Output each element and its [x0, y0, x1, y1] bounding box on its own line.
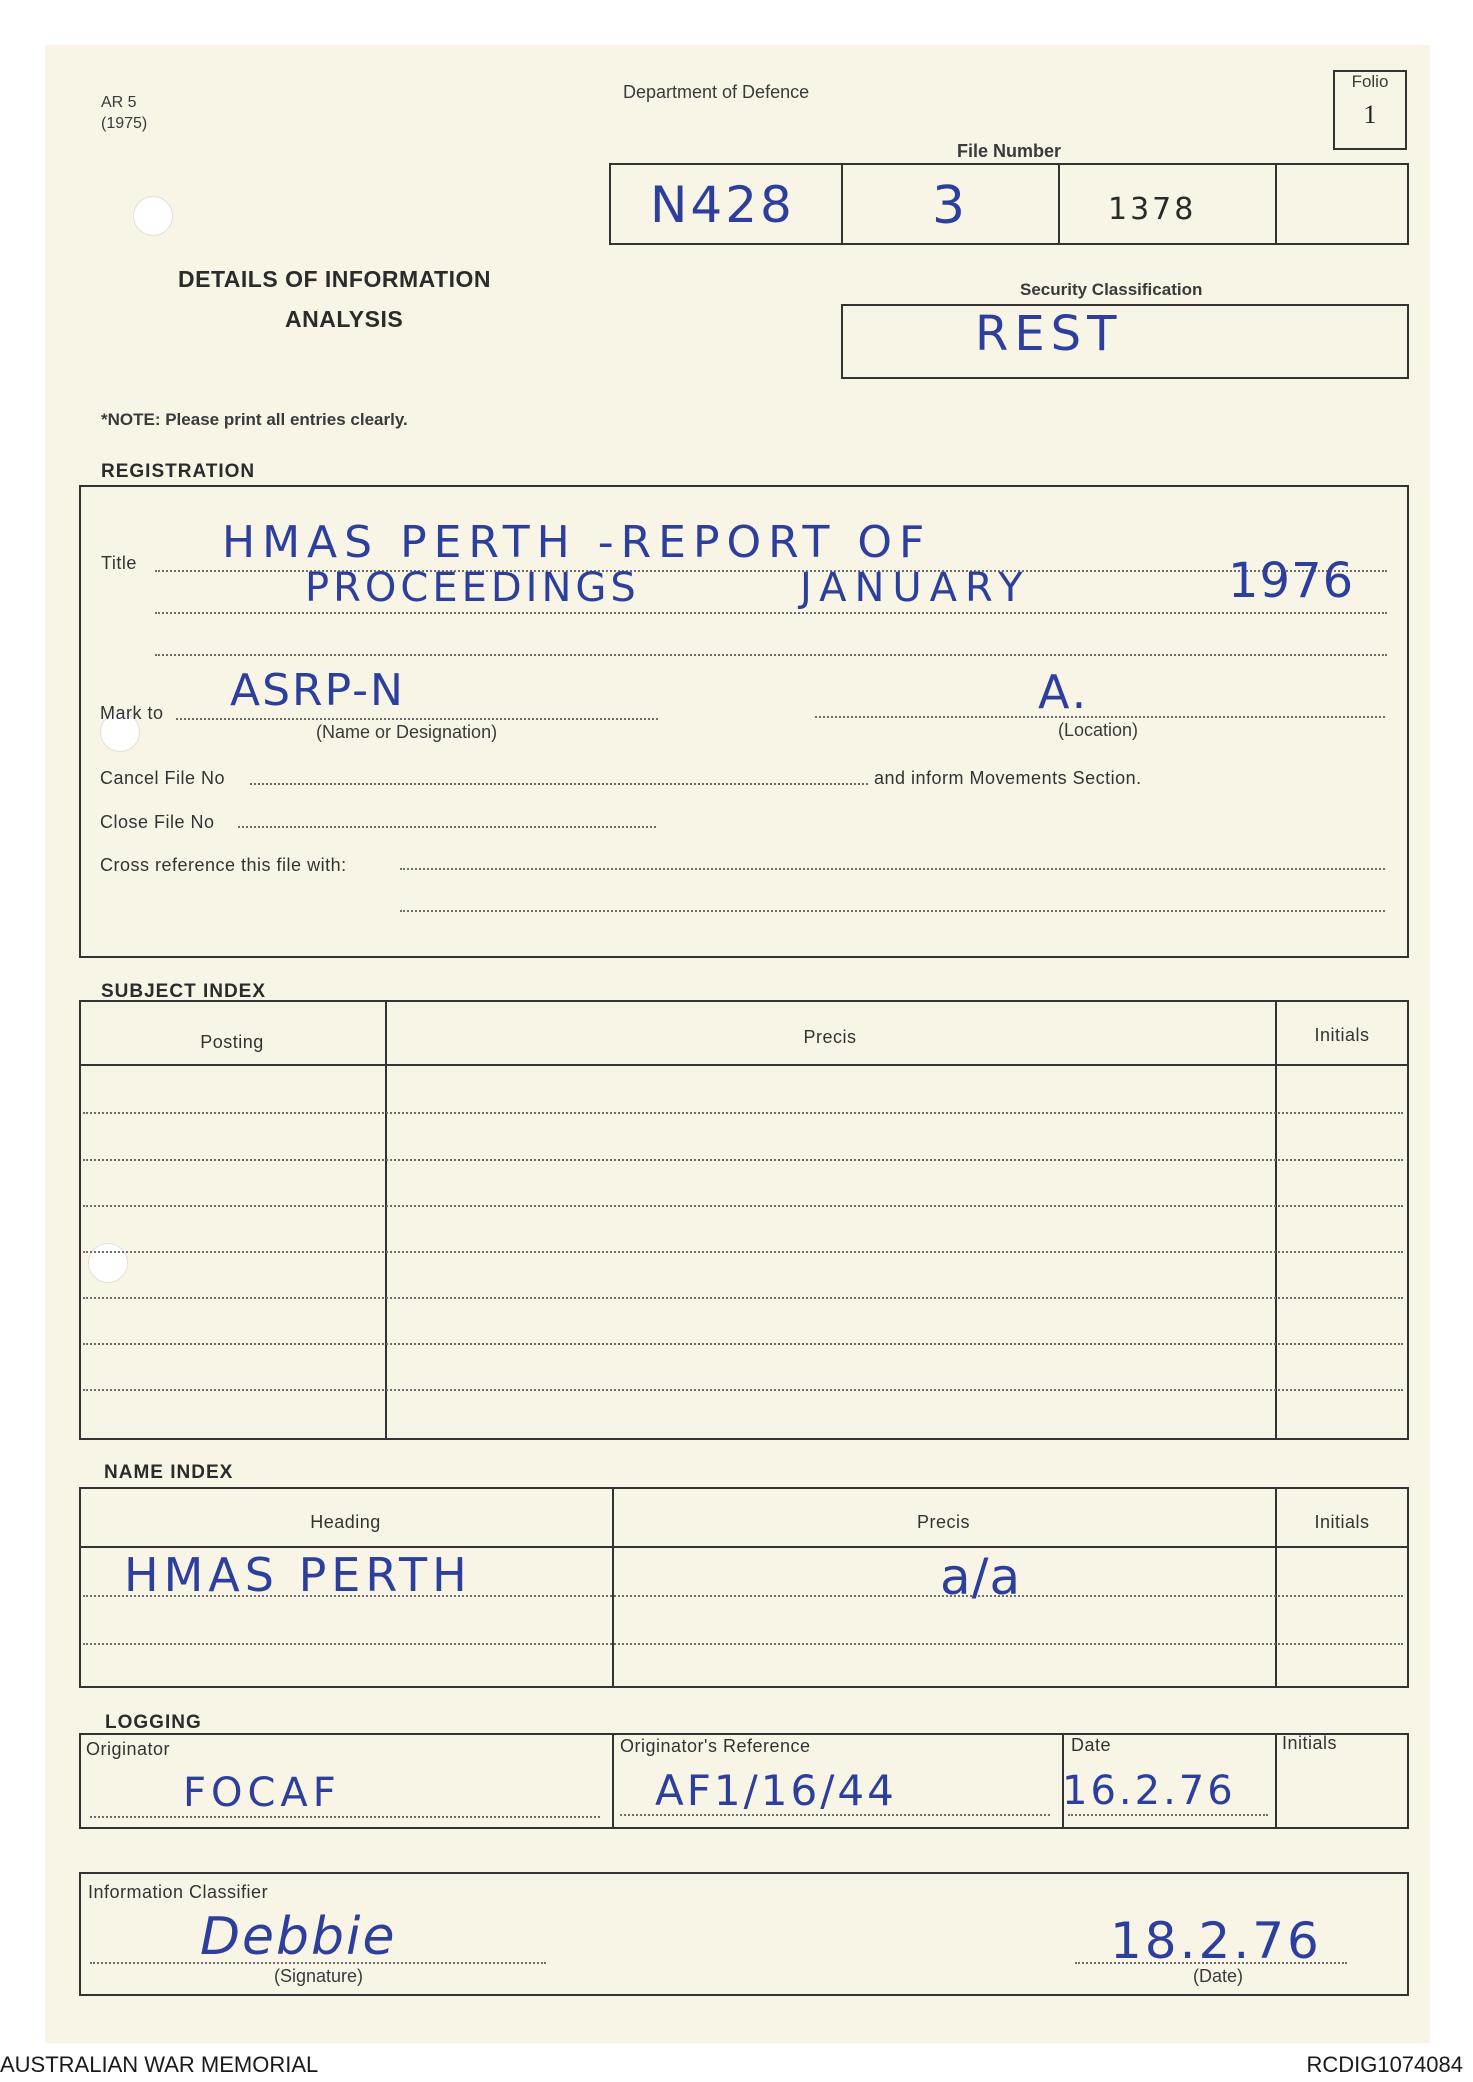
registration-heading: REGISTRATION: [101, 461, 256, 482]
information-classifier-label: Information Classifier: [88, 1882, 269, 1902]
footer-institution: AUSTRALIAN WAR MEMORIAL: [0, 2052, 319, 2077]
footer-record-id: RCDIG1074084: [1306, 2052, 1463, 2077]
print-clearly-note: *NOTE: Please print all entries clearly.: [101, 410, 408, 429]
subject-index-heading: SUBJECT INDEX: [101, 981, 267, 1002]
mark-to-label: Mark to: [100, 703, 164, 723]
subject-column-initials: Initials: [1314, 1025, 1370, 1045]
cancel-file-suffix: and inform Movements Section.: [874, 768, 1142, 788]
name-index-heading-value: HMAS PERTH: [124, 1548, 472, 1602]
name-index-heading: NAME INDEX: [104, 1462, 234, 1483]
security-classification-box: [841, 304, 1409, 379]
originator-label: Originator: [86, 1739, 171, 1759]
name-column-heading: Heading: [310, 1512, 381, 1532]
form-title-line-2: ANALYSIS: [285, 306, 404, 332]
mark-to-location: A.: [1038, 665, 1090, 719]
form-code: AR 5: [101, 94, 137, 111]
folio-label: Folio: [1351, 72, 1389, 91]
security-classification-label: Security Classification: [1020, 280, 1203, 299]
logging-heading: LOGGING: [105, 1712, 202, 1733]
signature-caption: (Signature): [274, 1966, 364, 1986]
title-line-2a: PROCEEDINGS: [305, 565, 640, 611]
classifier-date-value: 18.2.76: [1110, 1912, 1322, 1970]
name-index-precis-value: a/a: [940, 1548, 1022, 1606]
originator-value: FOCAF: [183, 1770, 341, 1816]
form-title-line-1: DETAILS OF INFORMATION: [178, 266, 491, 292]
mark-to-name-caption: (Name or Designation): [316, 722, 498, 742]
punch-hole-top: [133, 196, 173, 236]
file-number-part-2: 3: [932, 176, 969, 236]
mark-to-location-caption: (Location): [1058, 720, 1139, 740]
cancel-file-label: Cancel File No: [100, 768, 226, 788]
file-number-label: File Number: [957, 141, 1062, 161]
title-line-2b: JANUARY: [800, 565, 1031, 611]
name-column-initials: Initials: [1314, 1512, 1370, 1532]
department-name: Department of Defence: [623, 82, 810, 102]
cross-reference-label: Cross reference this file with:: [100, 855, 347, 875]
subject-index-table: [79, 1000, 1409, 1440]
subject-column-posting: Posting: [200, 1032, 264, 1052]
close-file-label: Close File No: [100, 812, 215, 832]
title-line-2c: 1976: [1228, 553, 1355, 609]
originator-reference-value: AF1/16/44: [655, 1766, 897, 1815]
title-label: Title: [101, 553, 137, 573]
file-number-part-1: N428: [650, 176, 795, 234]
initials-label: Initials: [1282, 1733, 1338, 1753]
name-column-precis: Precis: [916, 1512, 970, 1532]
form-year: (1975): [101, 115, 148, 132]
folio-value: 1: [1363, 100, 1377, 129]
subject-column-precis: Precis: [803, 1027, 857, 1047]
originator-reference-label: Originator's Reference: [620, 1736, 811, 1756]
mark-to-name: ASRP-N: [230, 665, 405, 716]
date-label: Date: [1071, 1735, 1112, 1755]
security-classification-value: REST: [975, 306, 1123, 362]
file-number-part-3: 1378: [1108, 192, 1197, 227]
date-caption: (Date): [1193, 1966, 1244, 1986]
classifier-signature: Debbie: [200, 1907, 397, 1967]
title-line-1: HMAS PERTH -REPORT OF: [222, 517, 932, 568]
logging-date-value: 16.2.76: [1062, 1768, 1236, 1814]
